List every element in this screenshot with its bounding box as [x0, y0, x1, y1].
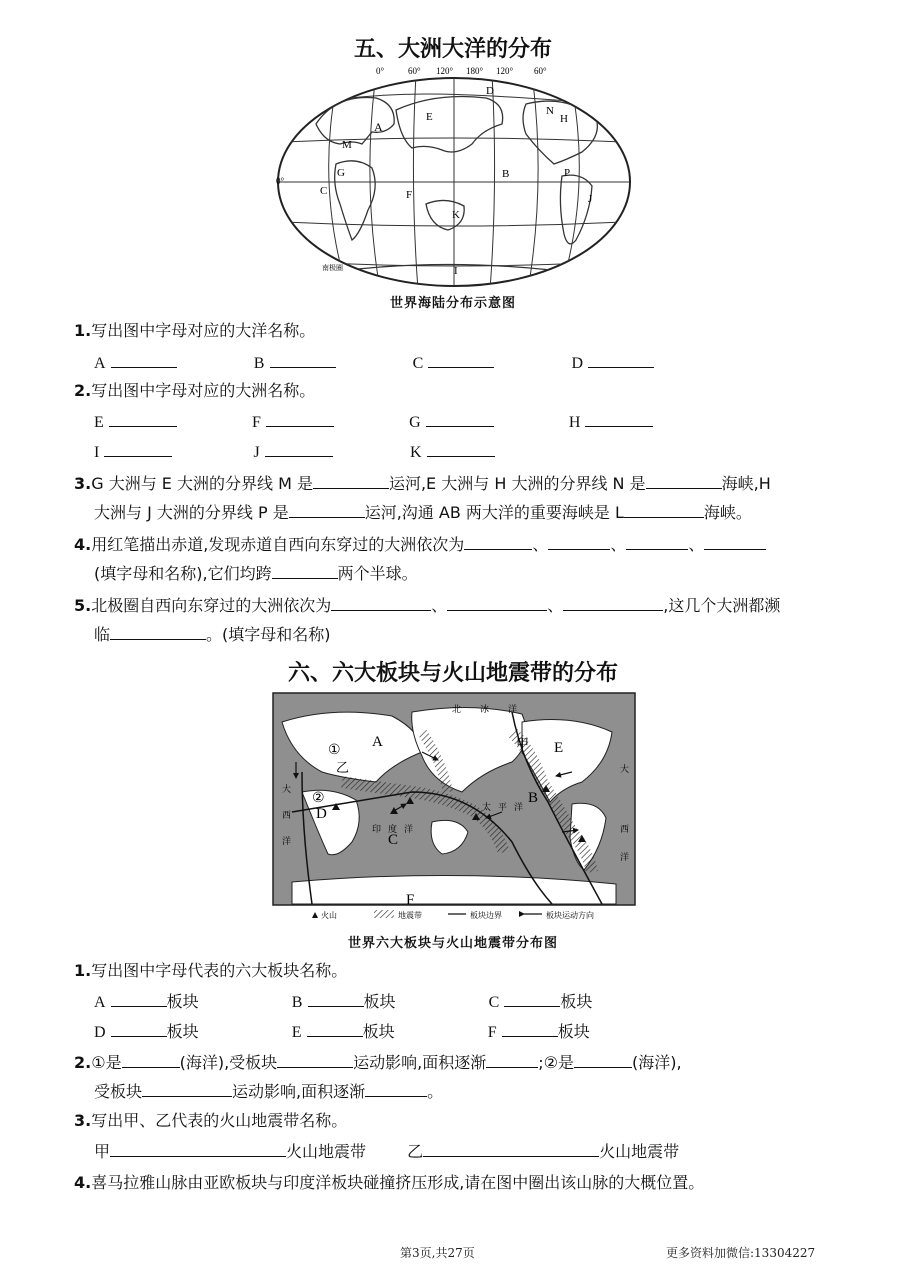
legend-direction: 板块运动方向	[546, 911, 594, 920]
legend-boundary: 板块边界	[470, 911, 502, 920]
s6-q3-answers: 甲 火山地震带 乙 火山地震带	[94, 1142, 680, 1161]
answer-blank[interactable]	[704, 533, 766, 550]
answer-blank[interactable]	[423, 1140, 599, 1157]
s6-q1: 1.写出图中字母代表的六大板块名称。	[74, 961, 348, 980]
answer-blank[interactable]	[266, 410, 334, 427]
map-legend	[312, 910, 594, 920]
map-letter: M	[342, 139, 352, 151]
answer-blank[interactable]	[548, 533, 610, 550]
map-letter: C	[320, 185, 328, 197]
answer-blank[interactable]	[307, 1020, 363, 1037]
map-letter: G	[337, 167, 345, 179]
map-letter: D	[486, 85, 494, 97]
answer-blank[interactable]	[624, 501, 704, 518]
lon-label: 0°	[376, 66, 385, 76]
ocean-char: 洋	[404, 824, 414, 834]
ocean-char: 冰	[480, 704, 490, 714]
lon-label: 120°	[436, 66, 454, 76]
answer-blank[interactable]	[646, 472, 722, 489]
page-number: 第3页,共27页	[400, 1246, 475, 1260]
ocean-char: 度	[388, 824, 398, 834]
ocean-char: 北	[452, 704, 462, 714]
s6-q2-line2: 受板块 运动影响,面积逐渐 。	[94, 1082, 444, 1101]
map1-caption: 世界海陆分布示意图	[389, 296, 516, 311]
answer-blank[interactable]	[111, 351, 177, 368]
answer-blank[interactable]	[428, 351, 494, 368]
plate-mark: ②	[312, 791, 325, 806]
plate-mark: ①	[328, 743, 341, 758]
answer-blank[interactable]	[427, 440, 495, 457]
answer-blank[interactable]	[486, 1051, 538, 1068]
ocean-char: 印	[372, 824, 382, 834]
plate-map	[272, 692, 636, 928]
ocean-char: 西	[620, 824, 630, 834]
s5-q4-line2: (填字母和名称),它们均跨 两个半球。	[94, 564, 418, 583]
ocean-char: 西	[282, 810, 292, 820]
ocean-char: 平	[498, 802, 508, 812]
s5-q4-line1: 4.用红笔描出赤道,发现赤道自西向东穿过的大洲依次为 、 、 、	[74, 533, 766, 556]
answer-blank[interactable]	[104, 440, 172, 457]
answer-blank[interactable]	[110, 623, 206, 640]
s5-q5-line1: 5.北极圈自西向东穿过的大洲依次为 、 、 ,这几个大洲都濒	[74, 596, 781, 615]
answer-blank[interactable]	[122, 1051, 180, 1068]
lon-label: 120°	[496, 66, 514, 76]
s6-q1-row2: D 板块 E 板块 F 板块	[94, 1022, 590, 1041]
answer-blank[interactable]	[289, 501, 365, 518]
answer-blank[interactable]	[270, 351, 336, 368]
s5-q3-line1: 3.G 大洲与 E 大洲的分界线 M 是 运河,E 大洲与 H 大洲的分界线 N 是 海峡,H	[74, 474, 771, 493]
s5-q3-line2: 大洲与 J 大洲的分界线 P 是 运河,沟通 AB 两大洋的重要海峡是 L 海峡。	[94, 503, 752, 522]
s5-q5-line2: 临 。(填字母和名称)	[94, 625, 331, 644]
plate-letter: A	[372, 734, 383, 750]
s5-q2-answers-row1: E F G H	[94, 410, 653, 434]
answer-blank[interactable]	[563, 594, 663, 611]
s6-q3: 3.写出甲、乙代表的火山地震带名称。	[74, 1111, 348, 1130]
map-letter: J	[588, 193, 593, 205]
answer-blank[interactable]	[265, 440, 333, 457]
s6-q4: 4.喜马拉雅山脉由亚欧板块与印度洋板块碰撞挤压形成,请在图中圈出该山脉的大概位置。	[74, 1173, 705, 1192]
plate-mark: 甲	[516, 736, 530, 751]
answer-blank[interactable]	[588, 351, 654, 368]
lat-label: 0°	[276, 176, 285, 186]
map-letter: I	[454, 265, 458, 277]
ocean-char: 洋	[620, 852, 630, 862]
answer-blank[interactable]	[272, 562, 338, 579]
map-letter: K	[452, 209, 460, 221]
plate-mark: 乙	[336, 760, 350, 775]
answer-blank[interactable]	[585, 410, 653, 427]
ocean-char: 大	[282, 784, 292, 794]
answer-blank[interactable]	[277, 1051, 353, 1068]
map-letter: P	[564, 167, 571, 179]
answer-blank[interactable]	[111, 1020, 167, 1037]
legend-volcano: 火山	[321, 911, 337, 920]
contact-info: 更多资料加微信:13304227	[666, 1246, 816, 1260]
map-letter: H	[560, 113, 568, 125]
s5-q2-answers-row2: I J K	[94, 440, 495, 464]
answer-blank[interactable]	[626, 533, 688, 550]
s6-q1-row1: A 板块 B 板块 C 板块	[94, 992, 593, 1011]
plate-letter: C	[388, 832, 399, 848]
answer-blank[interactable]	[365, 1080, 427, 1097]
answer-blank[interactable]	[504, 990, 560, 1007]
section5-title: 五、大洲大洋的分布	[353, 37, 552, 62]
answer-blank[interactable]	[110, 1140, 286, 1157]
s5-q1: 1.写出图中字母对应的大洋名称。	[74, 321, 316, 340]
plate-letter: D	[316, 806, 327, 822]
ocean-char: 洋	[514, 802, 524, 812]
map-letter: B	[502, 168, 510, 180]
answer-blank[interactable]	[313, 472, 389, 489]
answer-blank[interactable]	[447, 594, 547, 611]
plate-letter: E	[554, 740, 564, 756]
answer-blank[interactable]	[502, 1020, 558, 1037]
answer-blank[interactable]	[142, 1080, 232, 1097]
answer-blank[interactable]	[308, 990, 364, 1007]
s5-q1-answers: A B C D	[94, 351, 654, 375]
answer-blank[interactable]	[574, 1051, 632, 1068]
ocean-char: 洋	[282, 836, 292, 846]
antarctic-circle-label: 南极圈	[322, 264, 343, 272]
legend-seismic: 地震带	[398, 911, 422, 920]
answer-blank[interactable]	[111, 990, 167, 1007]
answer-blank[interactable]	[109, 410, 177, 427]
map-letter: N	[546, 105, 554, 117]
lon-label: 180°	[466, 66, 484, 76]
lon-label: 60°	[408, 66, 421, 76]
map2-caption: 世界六大板块与火山地震带分布图	[347, 936, 558, 951]
s6-q2-line1: 2.①是 (海洋),受板块 运动影响,面积逐渐 ;②是 (海洋),	[74, 1053, 682, 1072]
ocean-char: 太	[482, 802, 492, 812]
answer-blank[interactable]	[464, 533, 532, 550]
section6-title: 六、六大板块与火山地震带的分布	[287, 661, 618, 686]
lon-label: 60°	[534, 66, 547, 76]
answer-blank[interactable]	[331, 594, 431, 611]
map-letter: F	[406, 189, 413, 201]
ocean-char: 大	[620, 764, 630, 774]
plate-letter: B	[528, 790, 539, 806]
answer-blank[interactable]	[426, 410, 494, 427]
map-letter: E	[426, 111, 433, 123]
ocean-char: 洋	[508, 704, 518, 714]
map-letter: A	[374, 120, 383, 134]
world-land-sea-map	[276, 64, 632, 290]
plate-letter: F	[406, 892, 415, 908]
s5-q2: 2.写出图中字母对应的大洲名称。	[74, 381, 316, 400]
